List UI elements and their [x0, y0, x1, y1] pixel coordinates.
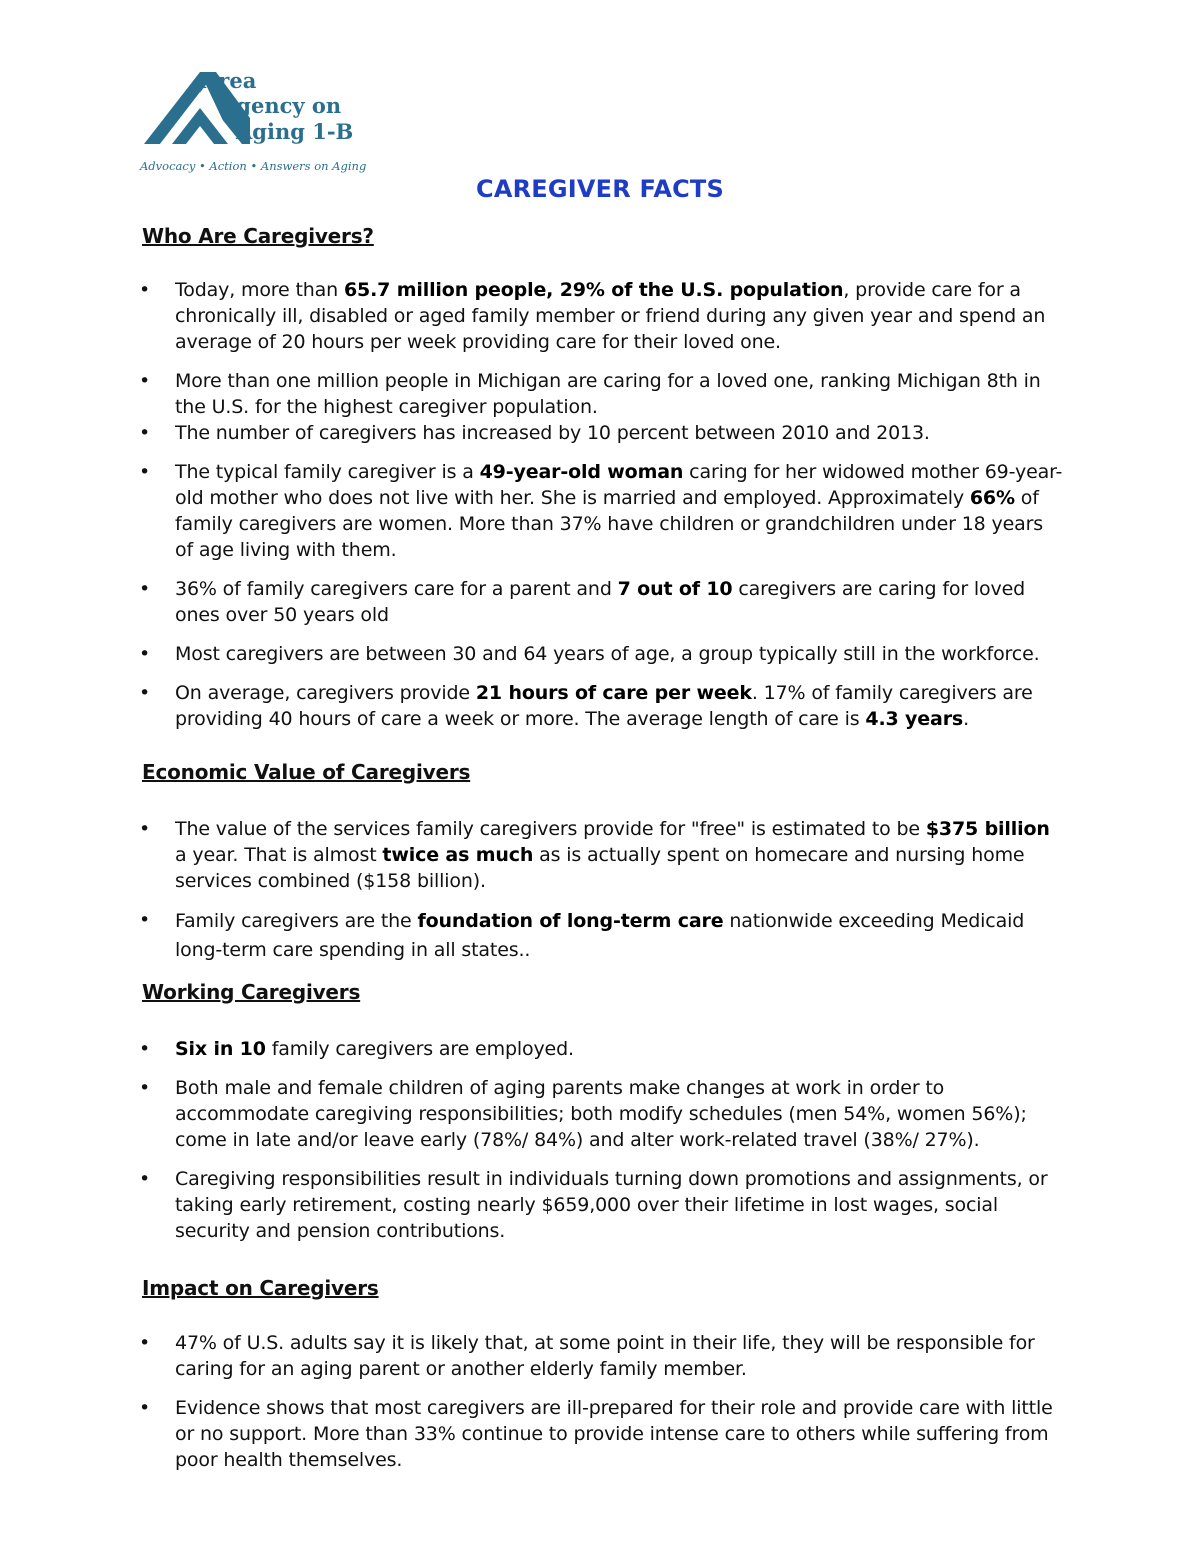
bullet-text: More than one million people in Michigan are caring for a loved one, ranking Michigan 8th in the U.S. for the highest caregiver population. — [175, 370, 1041, 418]
section-heading-who: Who Are Caregivers? — [142, 224, 374, 248]
bullet-item — [0, 680, 1200, 732]
emphasis-text: 7 out of 10 — [617, 578, 733, 600]
bullet-item — [0, 1330, 1200, 1382]
bullet-text: The value of the services family caregivers provide for "free" is estimated to be — [175, 818, 926, 840]
bullet-text: . 17% of family caregivers are providing 40 hours of care a week or more. The average length of care is — [175, 682, 1033, 730]
section-heading-economic: Economic Value of Caregivers — [142, 760, 471, 784]
bullet-text: nationwide exceeding Medicaid long-term care spending in all states.. — [175, 910, 1025, 961]
section-list-who — [0, 277, 1200, 732]
bullet-item — [0, 816, 1200, 894]
emphasis-text: twice as much — [382, 844, 534, 866]
bullet-text: caring for her widowed mother 69-year-old mother who does not live with her. She is married and employed. Approximately — [175, 461, 1063, 509]
bullet-icon: • — [139, 1168, 151, 1190]
bullet-icon: • — [139, 461, 151, 483]
bullet-icon: • — [139, 1332, 151, 1354]
emphasis-text: 49-year-old woman — [479, 461, 684, 483]
bullet-text: The number of caregivers has increased by 10 percent between 2010 and 2013. — [175, 422, 930, 444]
bullet-item — [0, 1166, 1200, 1244]
logo-line3: Aging 1-B — [236, 119, 354, 144]
bullet-icon: • — [139, 818, 151, 840]
bullet-text: Most caregivers are between 30 and 64 years of age, a group typically still in the workforce. — [175, 643, 1040, 665]
section-list-working — [0, 1036, 1200, 1244]
bullet-item — [0, 576, 1200, 628]
emphasis-text: foundation of long-term care — [417, 910, 724, 932]
bullet-icon: • — [139, 682, 151, 704]
bullet-item — [0, 1395, 1200, 1473]
bullet-text: On average, caregivers provide — [175, 682, 476, 704]
bullet-icon: • — [139, 422, 151, 444]
document-title: CAREGIVER FACTS — [476, 175, 724, 203]
bullet-item — [0, 277, 1200, 355]
bullet-item — [0, 907, 1200, 965]
section-list-impact — [0, 1330, 1200, 1473]
bullet-icon: • — [139, 578, 151, 600]
bullet-text: family caregivers are employed. — [265, 1038, 574, 1060]
bullet-text: Today, more than — [175, 279, 344, 301]
bullet-icon: • — [139, 1397, 151, 1419]
bullet-icon: • — [139, 909, 151, 931]
bullet-text: . — [963, 708, 969, 730]
bullet-text: Both male and female children of aging parents make changes at work in order to accommodate caregiving responsibilities; both modify schedules (men 54%, women 56%); come in late and/or leave early (78%/ 84%) and alter work-related travel (38%/ 27%). — [175, 1077, 1027, 1151]
bullet-text: a year. That is almost — [175, 844, 383, 866]
section-list-economic — [0, 816, 1200, 965]
bullet-item — [0, 368, 1200, 420]
section-heading-working: Working Caregivers — [142, 980, 361, 1004]
bullet-text: Evidence shows that most caregivers are ill-prepared for their role and provide care with little or no support. More than 33% continue to provide intense care to others while suffering from poor health themselves. — [175, 1397, 1053, 1471]
logo-tagline: Advocacy • Action • Answers on Aging — [140, 159, 367, 173]
logo-triangle-icon — [138, 68, 368, 180]
bullet-text: Caregiving responsibilities result in individuals turning down promotions and assignments, or taking early retirement, costing nearly $659,000 over their lifetime in lost wages, social security and pension contributions. — [175, 1168, 1048, 1242]
bullet-icon: • — [139, 1038, 151, 1060]
section-heading-impact: Impact on Caregivers — [142, 1276, 379, 1300]
bullet-text: Family caregivers are the — [175, 910, 418, 932]
agency-logo — [138, 68, 368, 180]
bullet-text: caregivers are caring for loved ones over 50 years old — [175, 578, 1026, 626]
emphasis-text: 66% — [969, 487, 1015, 509]
bullet-item — [0, 420, 1200, 446]
bullet-icon: • — [139, 1077, 151, 1099]
emphasis-text: $375 billion — [925, 818, 1050, 840]
bullet-text: of family caregivers are women. More than 37% have children or grandchildren under 18 years of age living with them. — [175, 487, 1044, 561]
emphasis-text: 4.3 years — [865, 708, 964, 730]
bullet-item — [0, 459, 1200, 563]
bullet-icon: • — [139, 370, 151, 392]
bullet-icon: • — [139, 279, 151, 301]
bullet-item — [0, 1036, 1200, 1062]
logo-line2: Agency on — [220, 93, 342, 118]
bullet-text: The typical family caregiver is a — [175, 461, 480, 483]
bullet-text: 47% of U.S. adults say it is likely that, at some point in their life, they will be responsible for caring for an aging parent or another elderly family member. — [175, 1332, 1035, 1380]
emphasis-text: 21 hours of care per week — [475, 682, 752, 704]
logo-line1: Area — [202, 68, 257, 93]
bullet-item — [0, 641, 1200, 667]
bullet-icon: • — [139, 643, 151, 665]
bullet-text: 36% of family caregivers care for a parent and — [175, 578, 618, 600]
bullet-text: as is actually spent on homecare and nursing home services combined ($158 billion). — [175, 844, 1025, 892]
emphasis-text: Six in 10 — [175, 1038, 266, 1060]
emphasis-text: 65.7 million people, 29% of the U.S. population — [343, 279, 844, 301]
bullet-item — [0, 1075, 1200, 1153]
bullet-text: , provide care for a chronically ill, disabled or aged family member or friend during any given year and spend an average of 20 hours per week providing care for their loved one. — [175, 279, 1046, 353]
